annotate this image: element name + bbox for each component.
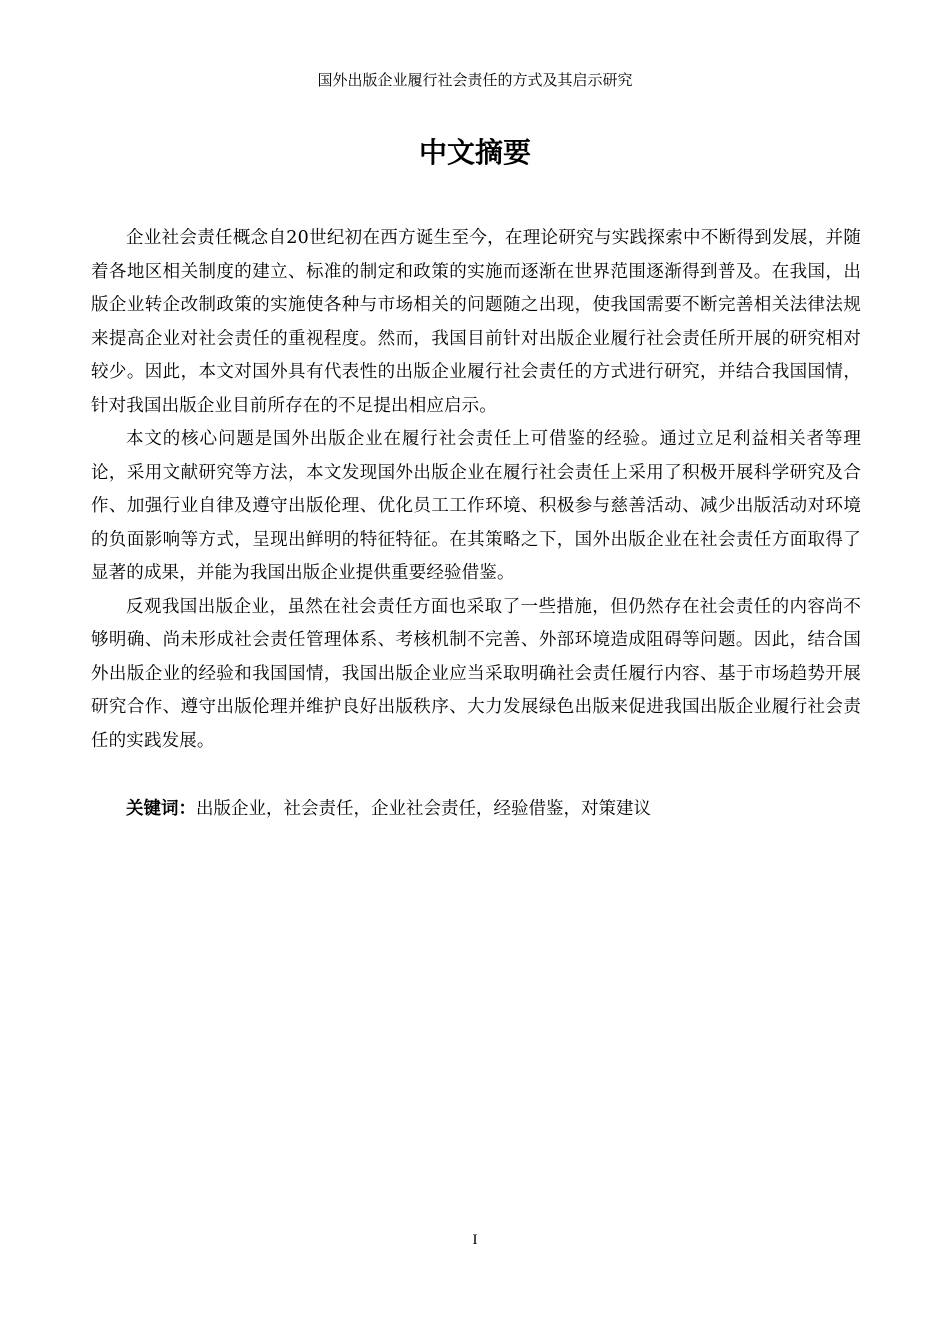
keywords-label: 关键词：	[126, 799, 196, 819]
abstract-title: 中文摘要	[418, 136, 531, 169]
abstract-body	[91, 222, 861, 758]
page-number: I	[472, 1232, 478, 1248]
keywords-line	[91, 793, 861, 826]
keywords-text: 出版企业，社会责任，企业社会责任，经验借鉴，对策建议	[196, 799, 651, 819]
running-header: 国外出版企业履行社会责任的方式及其启示研究	[317, 71, 633, 89]
abstract-paragraph-3: 反观我国出版企业，虽然在社会责任方面也采取了一些措施，但仍然存在社会责任的内容尚不够明确、尚未形成社会责任管理体系、考核机制不完善、外部环境造成阻碍等问题。因此，结合国外出版企业的经验和我国国情，我国出版企业应当采取明确社会责任履行内容、基于市场趋势开展研究合作、遵守出版伦理并维护良好出版秩序、大力发展绿色出版来促进我国出版企业履行社会责任的实践发展。	[91, 596, 861, 751]
abstract-paragraph-2: 本文的核心问题是国外出版企业在履行社会责任上可借鉴的经验。通过立足利益相关者等理论，采用文献研究等方法，本文发现国外出版企业在履行社会责任上采用了积极开展科学研究及合作、加强行业自律及遵守出版伦理、优化员工工作环境、积极参与慈善活动、减少出版活动对环境的负面影响等方式，呈现出鲜明的特征特征。在其策略之下，国外出版企业在社会责任方面取得了显著的成果，并能为我国出版企业提供重要经验借鉴。	[91, 429, 861, 583]
abstract-paragraph-1: 企业社会责任概念自20世纪初在西方诞生至今，在理论研究与实践探索中不断得到发展，并随着各地区相关制度的建立、标准的制定和政策的实施而逐渐在世界范围逐渐得到普及。在我国，出版企业转企改制政策的实施使各种与市场相关的问题随之出现，使我国需要不断完善相关法律法规来提高企业对社会责任的重视程度。然而，我国目前针对出版企业履行社会责任所开展的研究相对较少。因此，本文对国外具有代表性的出版企业履行社会责任的方式进行研究，并结合我国国情，针对我国出版企业目前所存在的不足提出相应启示。	[91, 228, 861, 416]
